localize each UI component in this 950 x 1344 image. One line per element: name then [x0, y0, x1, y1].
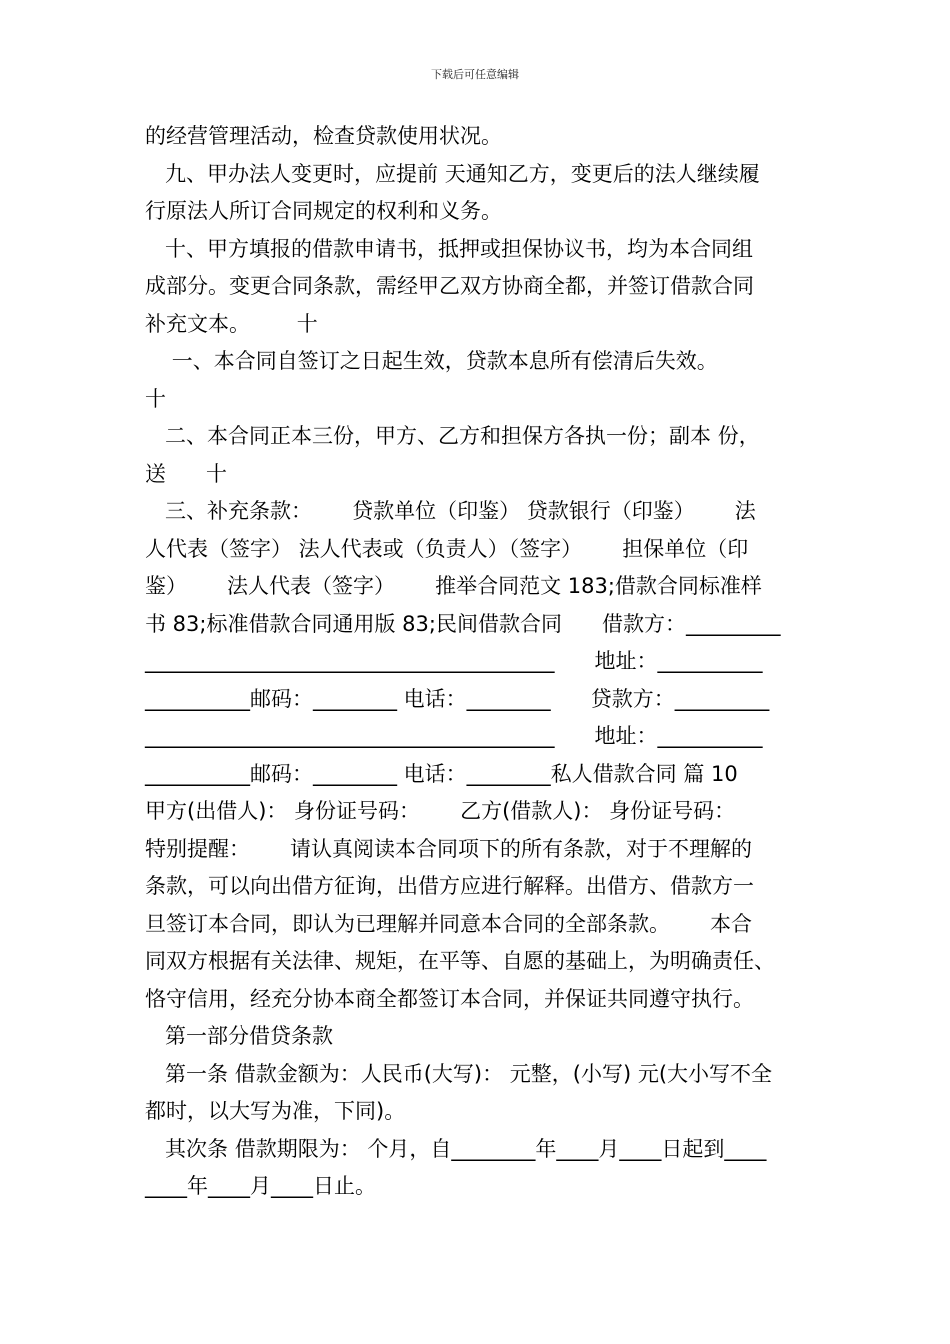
text-line: 人代表（签字） 法人代表或（负责人）（签字） 担保单位（印 — [145, 536, 749, 561]
text-line: 一、本合同自签订之日起生效，贷款本息所有偿清后失效。 — [145, 349, 718, 373]
text-line: 鉴） 法人代表（签字） 推举合同范文 183;借款合同标准样 — [145, 574, 762, 598]
document-body — [145, 118, 825, 1206]
text-line: 特别提醒： 请认真阅读本合同项下的所有条款，对于不理解的 — [145, 836, 753, 861]
text-line: 第一条 借款金额为：人民币(大写)： 元整，(小写) 元(大小写不全 — [145, 1061, 773, 1086]
text-line: 十、甲方填报的借款申请书，抵押或担保协议书，均为本合同组 — [145, 236, 754, 261]
text-line: 都时，以大写为准，下同)。 — [145, 1099, 406, 1123]
text-line: 成部分。变更合同条款，需经甲乙双方协商全都，并签订借款合同 — [145, 274, 754, 298]
text-line: 其次条 借款期限为： 个月，自________年____月____日起到____ — [145, 1136, 767, 1161]
text-line: 同双方根据有关法律、规矩，在平等、自愿的基础上，为明确责任、 — [145, 949, 775, 973]
text-line: 旦签订本合同，即认为已理解并同意本合同的全部条款。 本合 — [145, 911, 753, 936]
text-line: 书 83;标准借款合同通用版 83;民间借款合同 借款方：_________ — [145, 611, 781, 636]
text-line: ____年____月____日止。 — [145, 1174, 376, 1198]
text-line: _______________________________________ 地址：__________ — [145, 724, 763, 748]
section-heading: 第一部分借贷条款 — [145, 1024, 334, 1048]
text-line: __________邮码：________ 电话：________ 贷款方：_________ — [145, 686, 770, 711]
page-header: 下载后可任意编辑 — [431, 68, 519, 81]
text-line: 三、补充条款： 贷款单位（印鉴） 贷款银行（印鉴） 法 — [145, 499, 756, 523]
text-line: 送 十 — [145, 461, 228, 486]
text-line: _______________________________________ 地址：__________ — [145, 649, 763, 673]
text-line: 补充文本。 十 — [145, 311, 318, 336]
text-line: 行原法人所订合同规定的权利和义务。 — [145, 199, 502, 223]
text-line: __________邮码：________ 电话：________私人借款合同 篇 10 — [145, 761, 738, 786]
text-line: 的经营管理活动，检查贷款使用状况。 — [145, 124, 502, 148]
text-line: 十 — [145, 386, 166, 411]
text-line: 恪守信用，经充分协本商全都签订本合同，并保证共同遵守执行。 — [145, 986, 754, 1011]
text-line: 甲方(出借人)： 身份证号码： 乙方(借款人)： 身份证号码： — [145, 799, 736, 823]
text-line: 条款，可以向出借方征询，出借方应进行解释。出借方、借款方一 — [145, 874, 754, 898]
text-line: 九、甲办法人变更时，应提前 天通知乙方，变更后的法人继续履 — [145, 161, 760, 186]
text-line: 二、本合同正本三份，甲方、乙方和担保方各执一份；副本 份， — [145, 424, 760, 448]
